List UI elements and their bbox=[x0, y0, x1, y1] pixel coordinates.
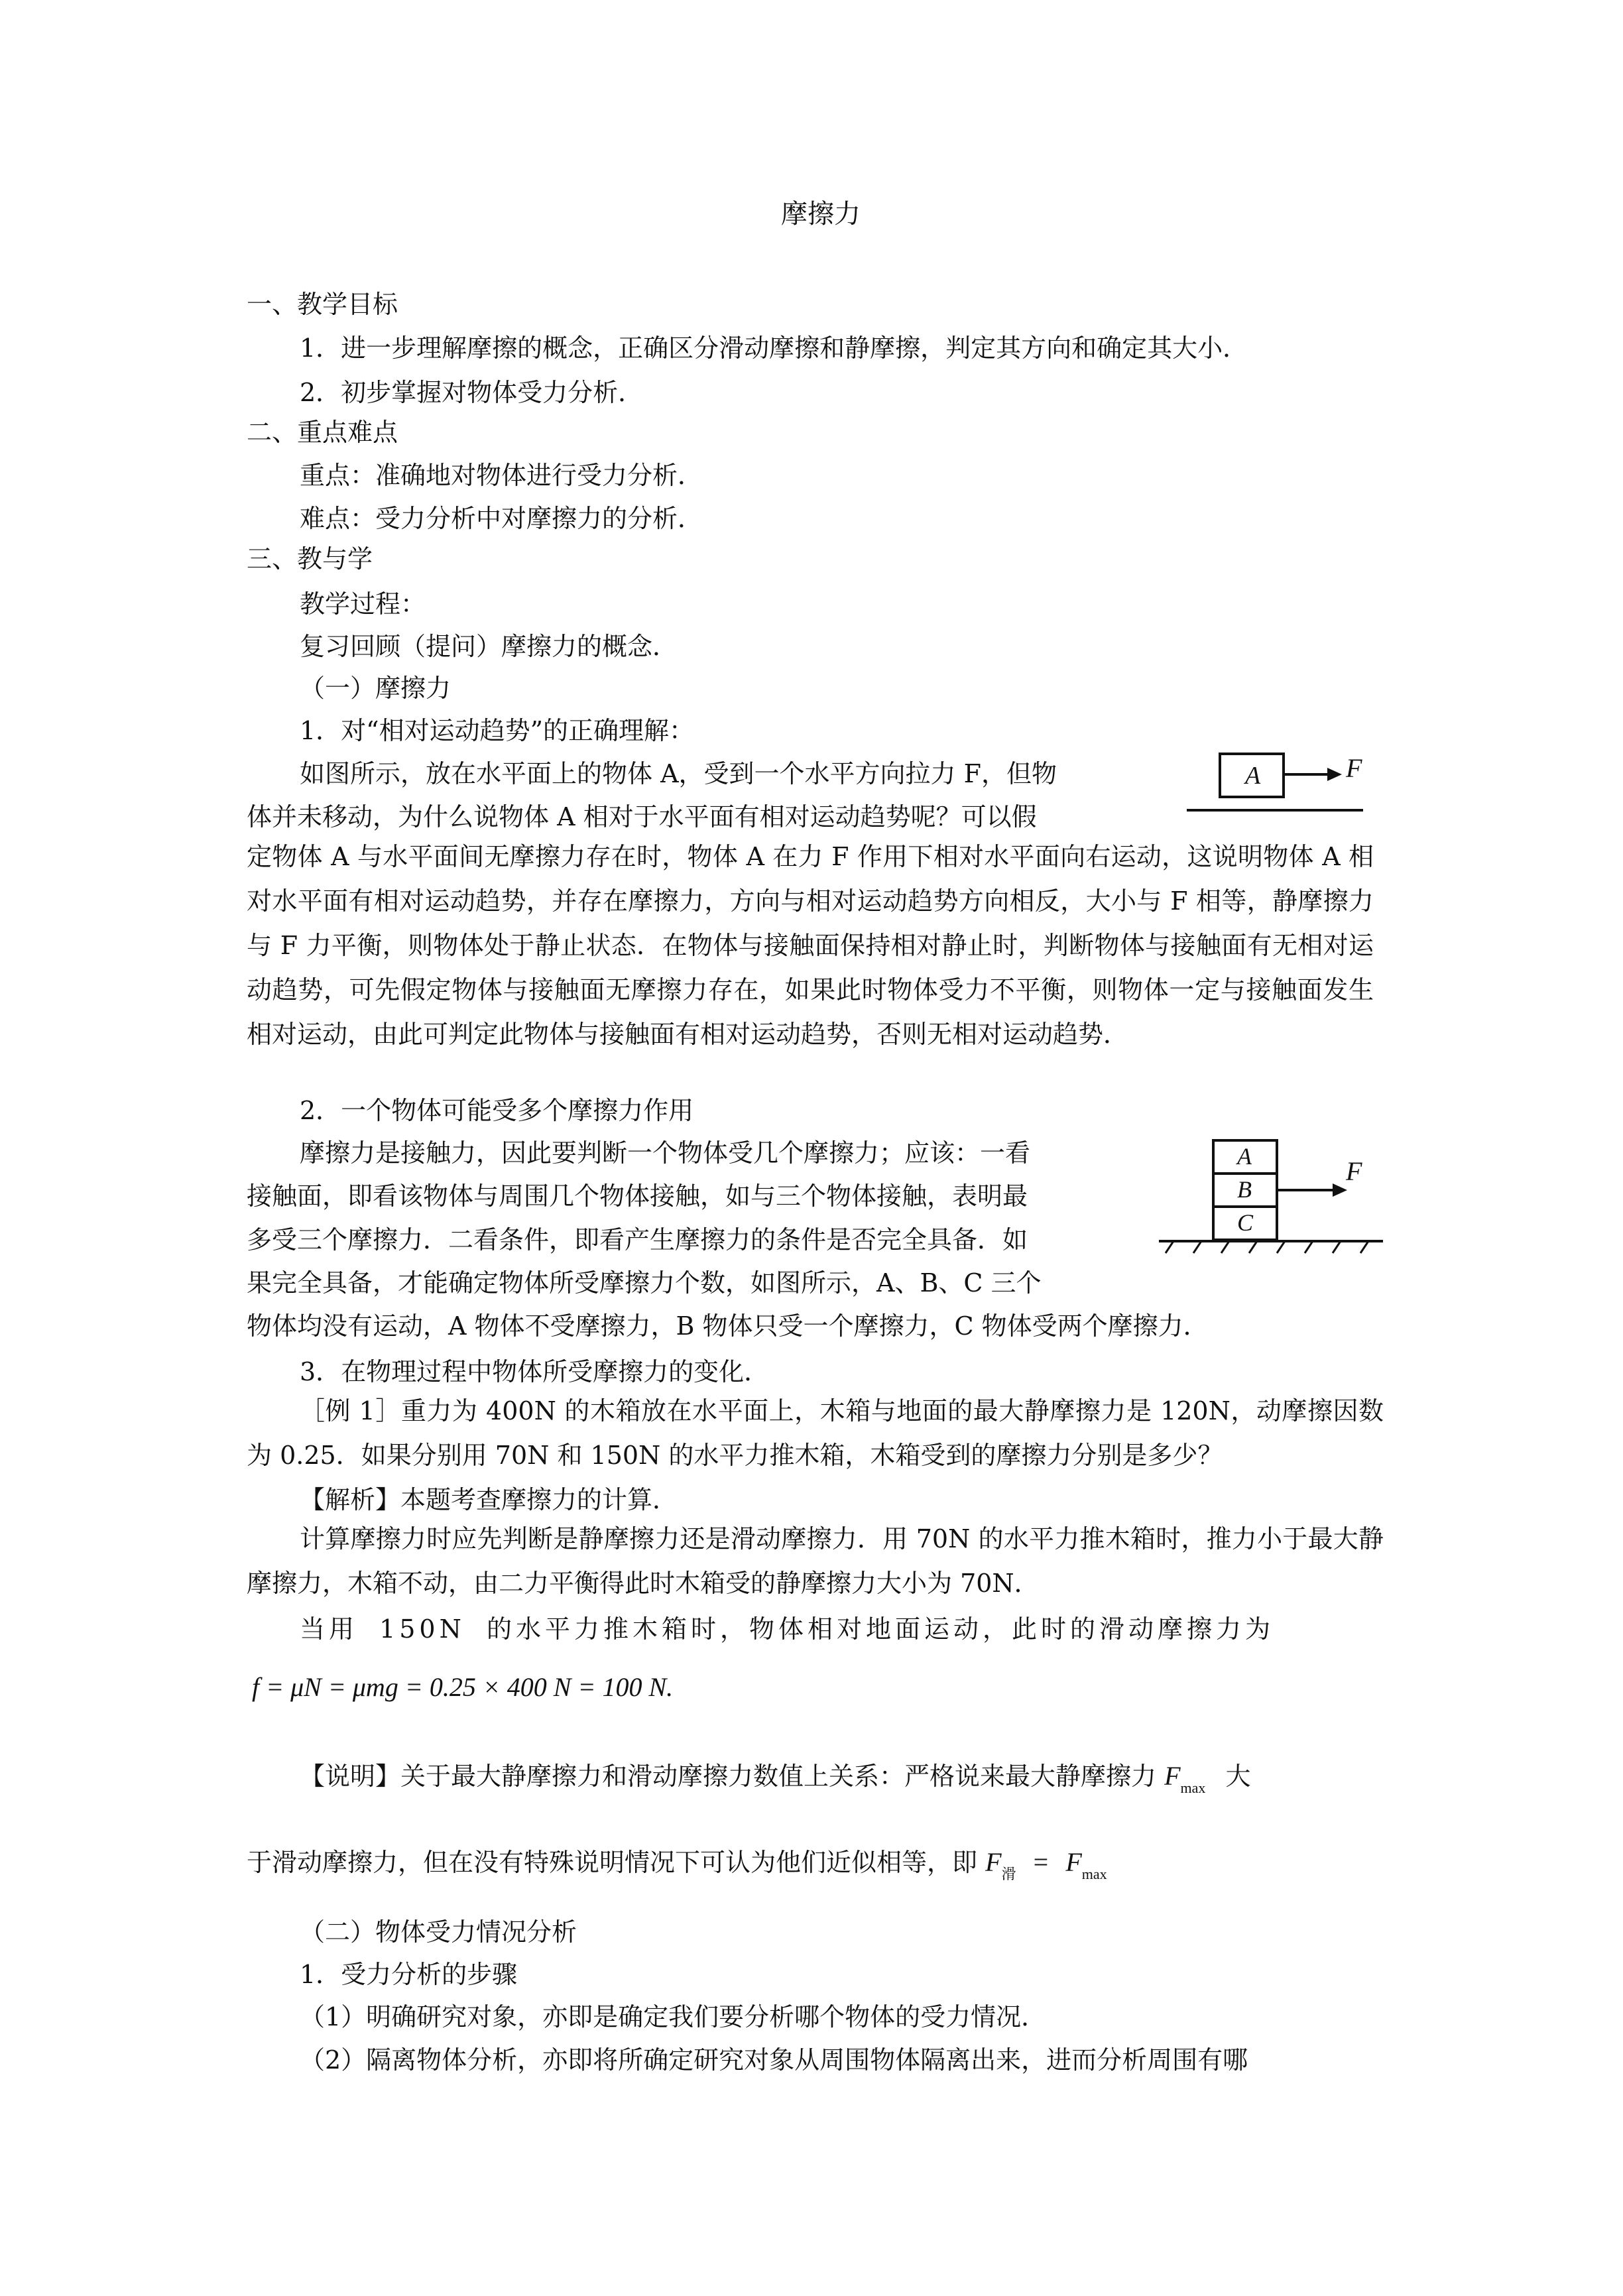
equals-sign: = bbox=[1033, 1847, 1049, 1877]
subsection-heading-friction: （一）摩擦力 bbox=[300, 674, 451, 703]
note-line-2 bbox=[247, 1846, 1107, 1883]
point-2-line-2: 接触面，即看该物体与周围几个物体接触，如与三个物体接触，表明最 bbox=[247, 1181, 1028, 1211]
analysis-line: 【解析】本题考查摩擦力的计算． bbox=[300, 1485, 678, 1514]
step-2: （2）隔离物体分析，亦即将所确定研究对象从周围物体隔离出来，进而分析周围有哪 bbox=[300, 2045, 1248, 2075]
review-line: 复习回顾（提问）摩擦力的概念． bbox=[300, 632, 678, 661]
calculation-line-2: 当用 150N 的水平力推木箱时，物体相对地面运动，此时的滑动摩擦力为 bbox=[300, 1614, 1274, 1644]
page-title: 摩擦力 bbox=[781, 199, 861, 229]
point-3-heading: 3．在物理过程中物体所受摩擦力的变化． bbox=[300, 1357, 770, 1386]
block-a-label: A bbox=[1237, 1143, 1252, 1170]
example-1: ［例 1］重力为 400N 的木箱放在水平面上，木箱与地面的最大静摩擦力是 120N，动摩擦因数为 0.25．如果分别用 70N 和 150N 的水平力推木箱，木箱受到的摩擦力分别是多少？ bbox=[247, 1396, 1384, 1470]
calculation-paragraph: 计算摩擦力时应先判断是静摩擦力还是滑动摩擦力．用 70N 的水平力推木箱时，推力小于最大静摩擦力，木箱不动，由二力平衡得此时木箱受的静摩擦力大小为 70N． bbox=[247, 1524, 1384, 1598]
key-point-difficulty: 难点：受力分析中对摩擦力的分析． bbox=[300, 504, 703, 533]
subsection-heading-force-analysis: （二）物体受力情况分析 bbox=[300, 1917, 577, 1947]
objective-item-1: 1．进一步理解摩擦的概念，正确区分滑动摩擦和静摩擦，判定其方向和确定其大小． bbox=[300, 333, 1248, 363]
force-label: F bbox=[1346, 753, 1362, 783]
force-arrowhead bbox=[1327, 768, 1342, 781]
figure-block-pulled bbox=[1187, 743, 1386, 822]
f-max-symbol-2: $F_{max}$ bbox=[1065, 1847, 1107, 1882]
f-slide-symbol: $F_滑$ bbox=[985, 1847, 1016, 1882]
force-arrowhead bbox=[1333, 1183, 1347, 1197]
point-2-line-3: 多受三个摩擦力．二看条件，即看产生摩擦力的条件是否完全具备．如 bbox=[247, 1225, 1028, 1254]
force-label: F bbox=[1346, 1156, 1362, 1186]
point-1-heading: 1．对“相对运动趋势”的正确理解： bbox=[300, 716, 695, 745]
point-1-line-1: 如图所示，放在水平面上的物体 A，受到一个水平方向拉力 F，但物 bbox=[300, 759, 1057, 788]
f-max-symbol: $F_{max}$ bbox=[1164, 1761, 1206, 1796]
block-a-label: A bbox=[1245, 762, 1261, 790]
section-heading-objectives: 一、教学目标 bbox=[247, 290, 398, 319]
section-heading-key-points: 二、重点难点 bbox=[247, 418, 398, 447]
block-c-label: C bbox=[1237, 1209, 1254, 1236]
step-1: （1）明确研究对象，亦即是确定我们要分析哪个物体的受力情况． bbox=[300, 2002, 1047, 2031]
block-b-label: B bbox=[1237, 1176, 1252, 1203]
point-2-heading: 2．一个物体可能受多个摩擦力作用 bbox=[300, 1096, 694, 1125]
point-1-line-2: 体并未移动，为什么说物体 A 相对于水平面有相对运动趋势呢？可以假 bbox=[247, 802, 1037, 831]
figure-stacked-blocks bbox=[1154, 1127, 1392, 1273]
point-1-body: 定物体 A 与水平面间无摩擦力存在时，物体 A 在力 F 作用下相对水平面向右运动，这说明物体 A 相对水平面有相对运动趋势，并存在摩擦力，方向与相对运动趋势方向相反，大小与 F 相等，静摩擦力与 F 力平衡，则物体处于静止状态．在物体与接触面保持相对静止时，判断物体与接触面有无相对运动趋势，可先假定物体与接触面无摩擦力存在，如果此时物体受力不平衡，则物体一定与接触面发生相对运动，由此可判定此物体与接触面有相对运动趋势，否则无相对运动趋势． bbox=[247, 842, 1374, 1049]
section-heading-teaching: 三、教与学 bbox=[247, 544, 373, 574]
teaching-process-label: 教学过程： bbox=[300, 589, 426, 619]
ground-hatching bbox=[1166, 1241, 1368, 1253]
point-2-line-4: 果完全具备，才能确定物体所受摩擦力个数，如图所示，A、B、C 三个 bbox=[247, 1268, 1042, 1298]
note-tail: 大 bbox=[1225, 1762, 1251, 1791]
note-text-2: 于滑动摩擦力，但在没有特殊说明情况下可认为他们近似相等，即 bbox=[247, 1848, 978, 1877]
note-text-1: 【说明】关于最大静摩擦力和滑动摩擦力数值上关系：严格说来最大静摩擦力 bbox=[300, 1762, 1157, 1791]
point-2-last-line: 物体均没有运动，A 物体不受摩擦力，B 物体只受一个摩擦力，C 物体受两个摩擦力． bbox=[247, 1311, 1209, 1341]
point-2-line-1: 摩擦力是接触力，因此要判断一个物体受几个摩擦力；应该：一看 bbox=[300, 1138, 1031, 1168]
friction-formula: f = μN = μmg = 0.25 × 400 N = 100 N. bbox=[252, 1672, 674, 1702]
key-point-focus: 重点：准确地对物体进行受力分析． bbox=[300, 461, 703, 490]
objective-item-2: 2．初步掌握对物体受力分析． bbox=[300, 378, 644, 407]
note-line-1 bbox=[300, 1760, 1251, 1797]
steps-heading: 1．受力分析的步骤 bbox=[300, 1960, 518, 1989]
